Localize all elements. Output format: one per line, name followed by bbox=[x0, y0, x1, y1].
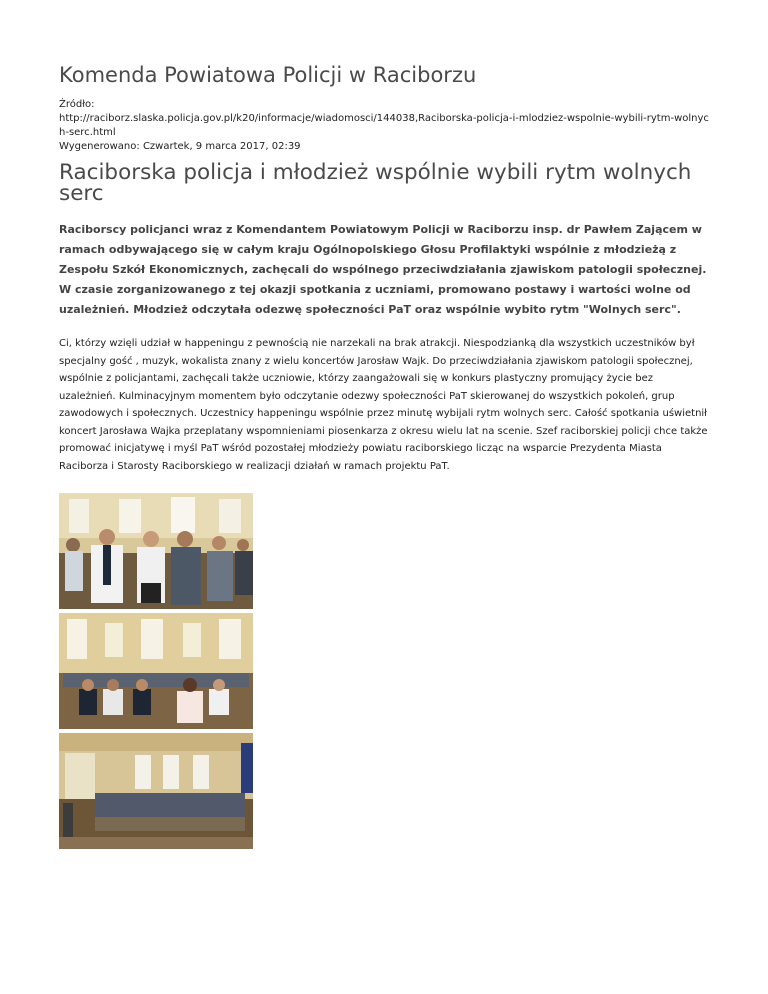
source-label: Źródło: bbox=[59, 99, 95, 110]
article-lead: Raciborscy policjanci wraz z Komendantem Powiatowym Policji w Raciborzu insp. dr Pawłem Zającem w ramach odbywającego się w całym kraju Ogólnopolskiego Głosu Profilaktyki wspólnie z młodzieżą z Zespołu Szkół Ekonomicznych, zachęcali do wspólnego przeciwdziałania zjawiskom patologii społecznej. W czasie zorganizowanego z tej okazji spotkania z uczniami, promowano postawy i wartości wolne od uzależnień. Młodzież odczytała odezwę społeczności PaT oraz wspólnie wybito rytm "Wolnych serc". bbox=[59, 223, 707, 316]
article-body: Ci, którzy wzięli udział w happeningu z pewnością nie narzekali na brak atrakcji. Niespodzianką dla wszystkich uczestników był specjalny gość , muzyk, wokalista znany z wielu koncertów Jarosław Wajk. Do przeciwdziałania zjawiskom patologii społecznej, wspólnie z policjantami, zachęcali także uczniowie, którzy zaangażowali się w konkurs plastyczny promujący życie bez uzależnień. Kulminacyjnym momentem było odczytanie odezwy społeczności PaT skierowanej do wszystkich pokoleń, grup zawodowych i społecznych. Uczestnicy happeningu wspólnie przez minutę wybijali rytm wolnych serc. Całość spotkania uświetnił koncert Jarosława Wajka przeplatany wspomnieniami piosenkarza z okresu wielu lat na scenie. Szef raciborskiej policji chce także promować inicjatywę i myśl PaT wśród pozostałej młodzieży powiatu raciborskiego licząc na wsparcie Prezydenta Miasta Raciborza i Starosty Raciborskiego w realizacji działań w ramach projektu PaT. bbox=[59, 338, 708, 472]
site-title: Komenda Powiatowa Policji w Raciborzu bbox=[59, 63, 477, 87]
photo-gallery bbox=[59, 493, 253, 849]
source-url[interactable]: http://raciborz.slaska.policja.gov.pl/k20/informacje/wiadomosci/144038,Raciborska-policja-i-mlodziez-wspolnie-wybili-rytm-wolnych-serc.html bbox=[59, 113, 709, 138]
gallery-photo[interactable] bbox=[59, 613, 253, 729]
generated-date: Wygenerowano: Czwartek, 9 marca 2017, 02:39 bbox=[59, 141, 301, 152]
document-meta bbox=[59, 98, 711, 154]
gallery-photo[interactable] bbox=[59, 493, 253, 609]
article-title: Raciborska policja i młodzież wspólnie wybili rytm wolnych serc bbox=[59, 160, 692, 206]
document-page bbox=[59, 62, 711, 853]
gallery-photo[interactable] bbox=[59, 733, 253, 849]
